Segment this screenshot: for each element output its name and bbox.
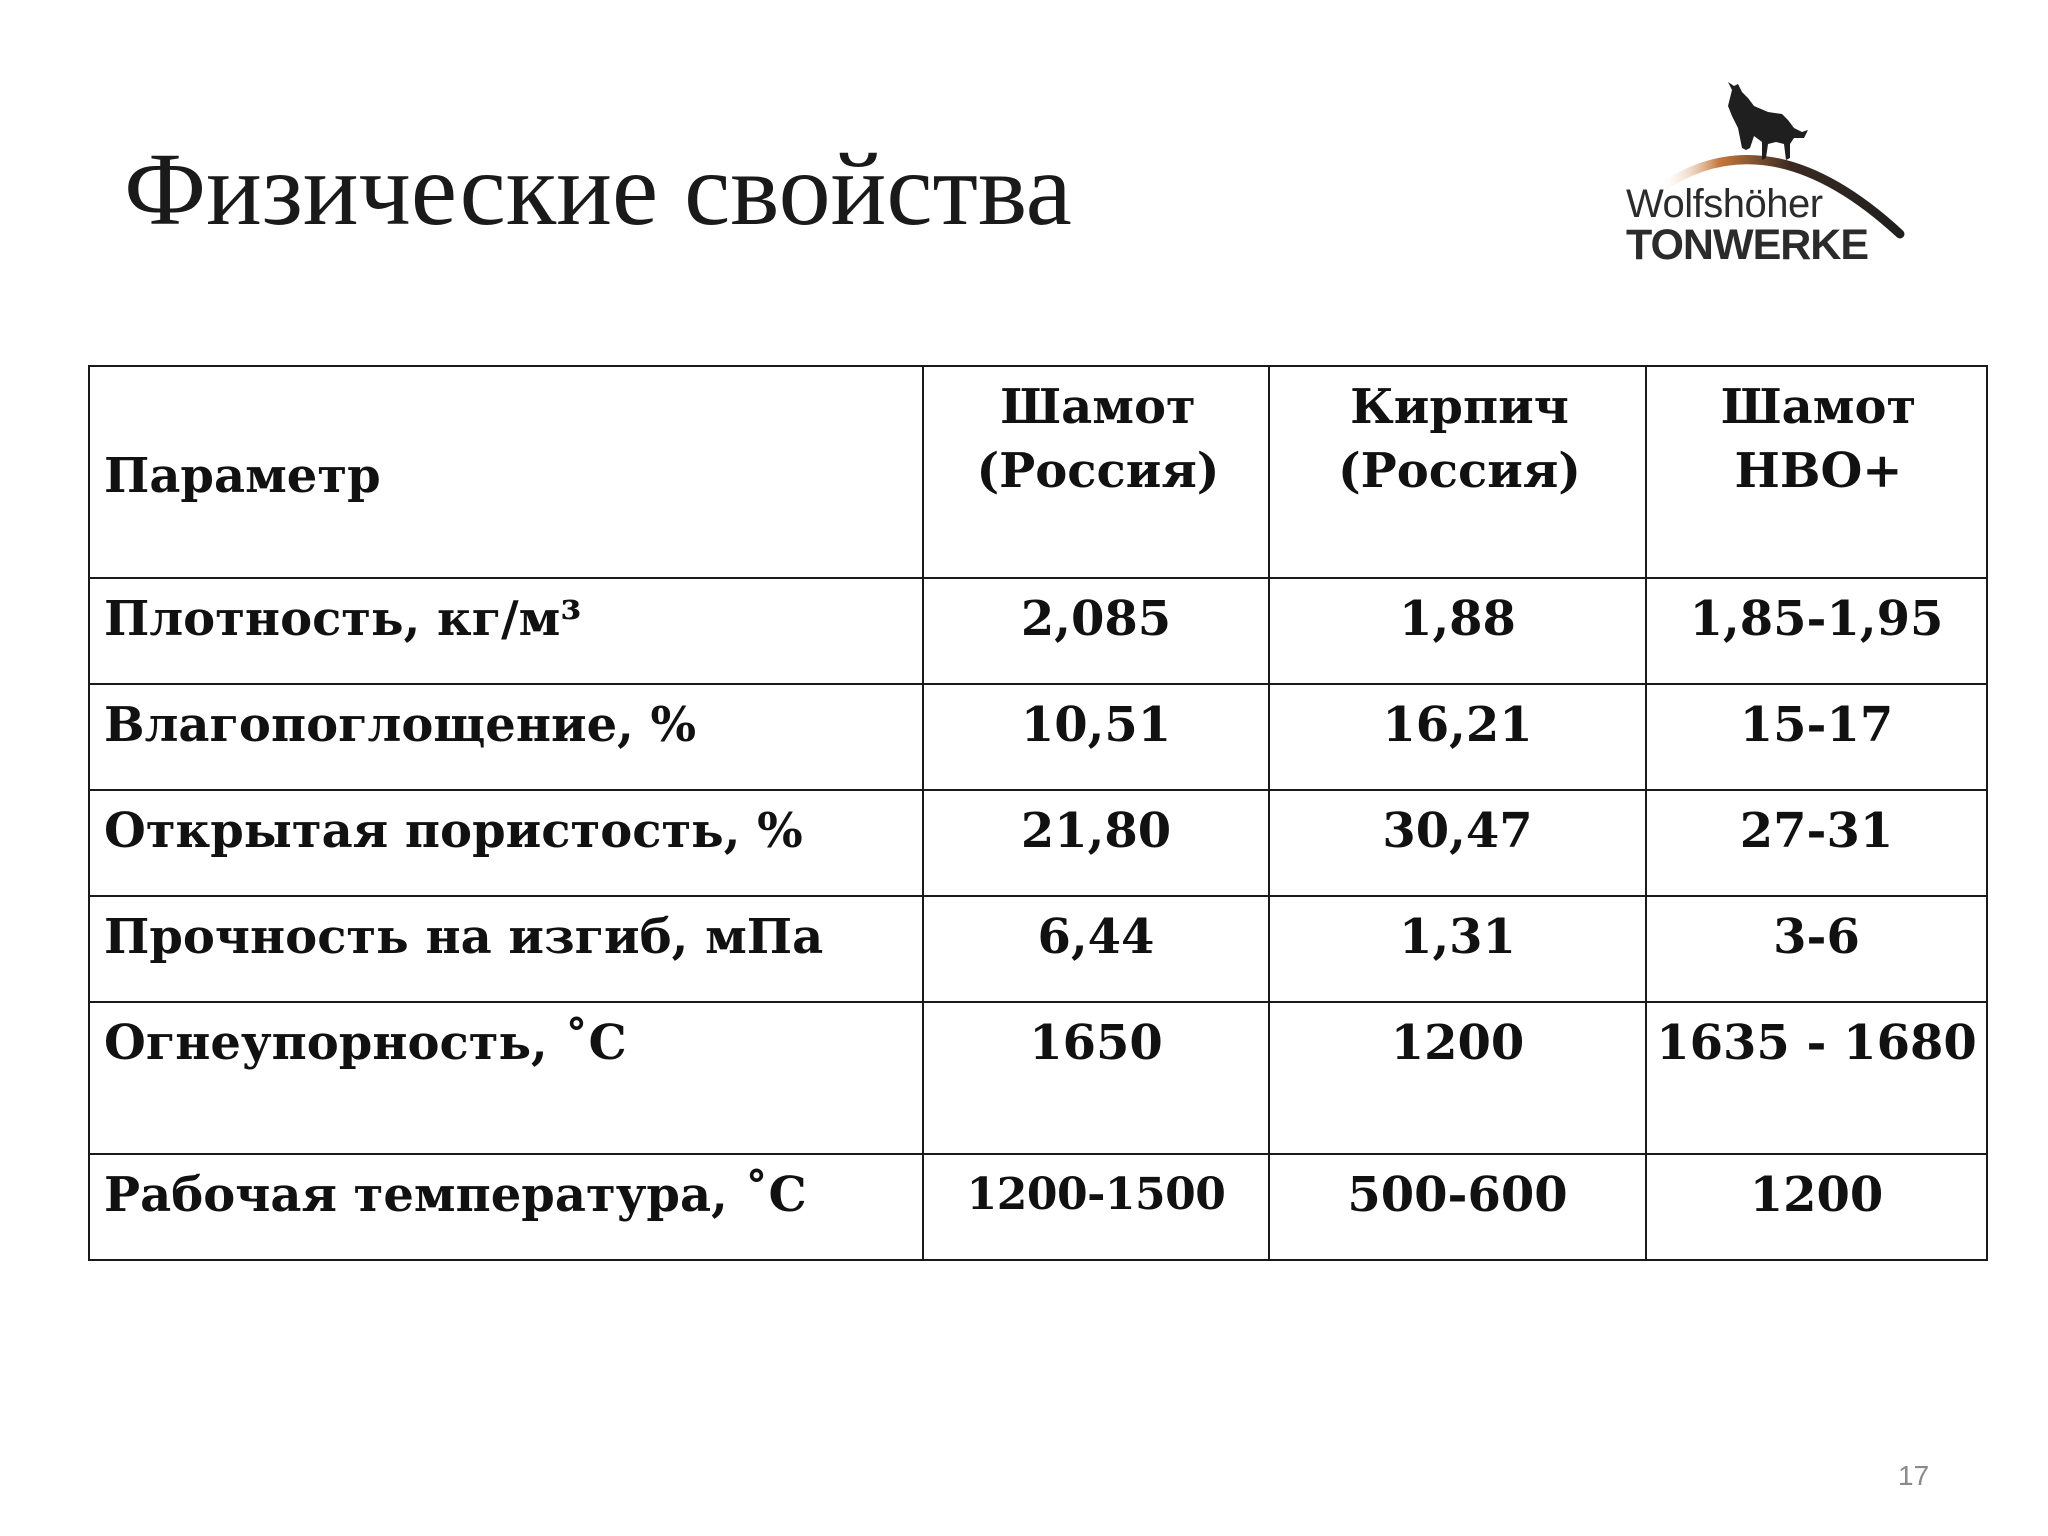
cell-value: 27-31 [1646,790,1987,896]
table-row [89,1002,1987,1154]
logo-wordmark-line1: Wolfshöher [1626,182,1823,226]
cell-value: 1200-1500 [923,1154,1269,1260]
cell-value: 6,44 [923,896,1269,1002]
row-param: Влагопоглощение, % [89,684,923,790]
table-row [89,896,1987,1002]
cell-value: 3-6 [1646,896,1987,1002]
table-row [89,684,1987,790]
row-param: Огнеупорность, ˚С [89,1002,923,1154]
cell-value: 1650 [923,1002,1269,1154]
cell-value: 30,47 [1269,790,1646,896]
table-header-row [89,366,1987,578]
table-row [89,578,1987,684]
cell-value: 1200 [1646,1154,1987,1260]
row-param: Плотность, кг/м³ [89,578,923,684]
cell-value: 16,21 [1269,684,1646,790]
page-number: 17 [1898,1460,1930,1491]
wolfshoeher-logo [1618,72,1918,282]
cell-value: 1,88 [1269,578,1646,684]
header-brick-russia: Кирпич (Россия) [1269,366,1646,578]
header-parameter: Параметр [89,366,923,578]
table-row [89,1154,1987,1260]
slide-title: Физические свойства [124,132,1072,247]
logo-wordmark-line2: TONWERKE [1626,221,1869,269]
cell-value: 1,85-1,95 [1646,578,1987,684]
header-shamot-nvo: Шамот НВО+ [1646,366,1987,578]
row-param: Рабочая температура, ˚С [89,1154,923,1260]
cell-value: 1,31 [1269,896,1646,1002]
cell-value: 1200 [1269,1002,1646,1154]
cell-value: 2,085 [923,578,1269,684]
header-shamot-russia: Шамот (Россия) [923,366,1269,578]
row-param: Открытая пористость, % [89,790,923,896]
row-param: Прочность на изгиб, мПа [89,896,923,1002]
cell-value: 10,51 [923,684,1269,790]
table-row [89,790,1987,896]
cell-value: 500-600 [1269,1154,1646,1260]
cell-value: 15-17 [1646,684,1987,790]
cell-value: 1635 - 1680 [1646,1002,1987,1154]
properties-table [88,365,1988,1261]
cell-value: 21,80 [923,790,1269,896]
